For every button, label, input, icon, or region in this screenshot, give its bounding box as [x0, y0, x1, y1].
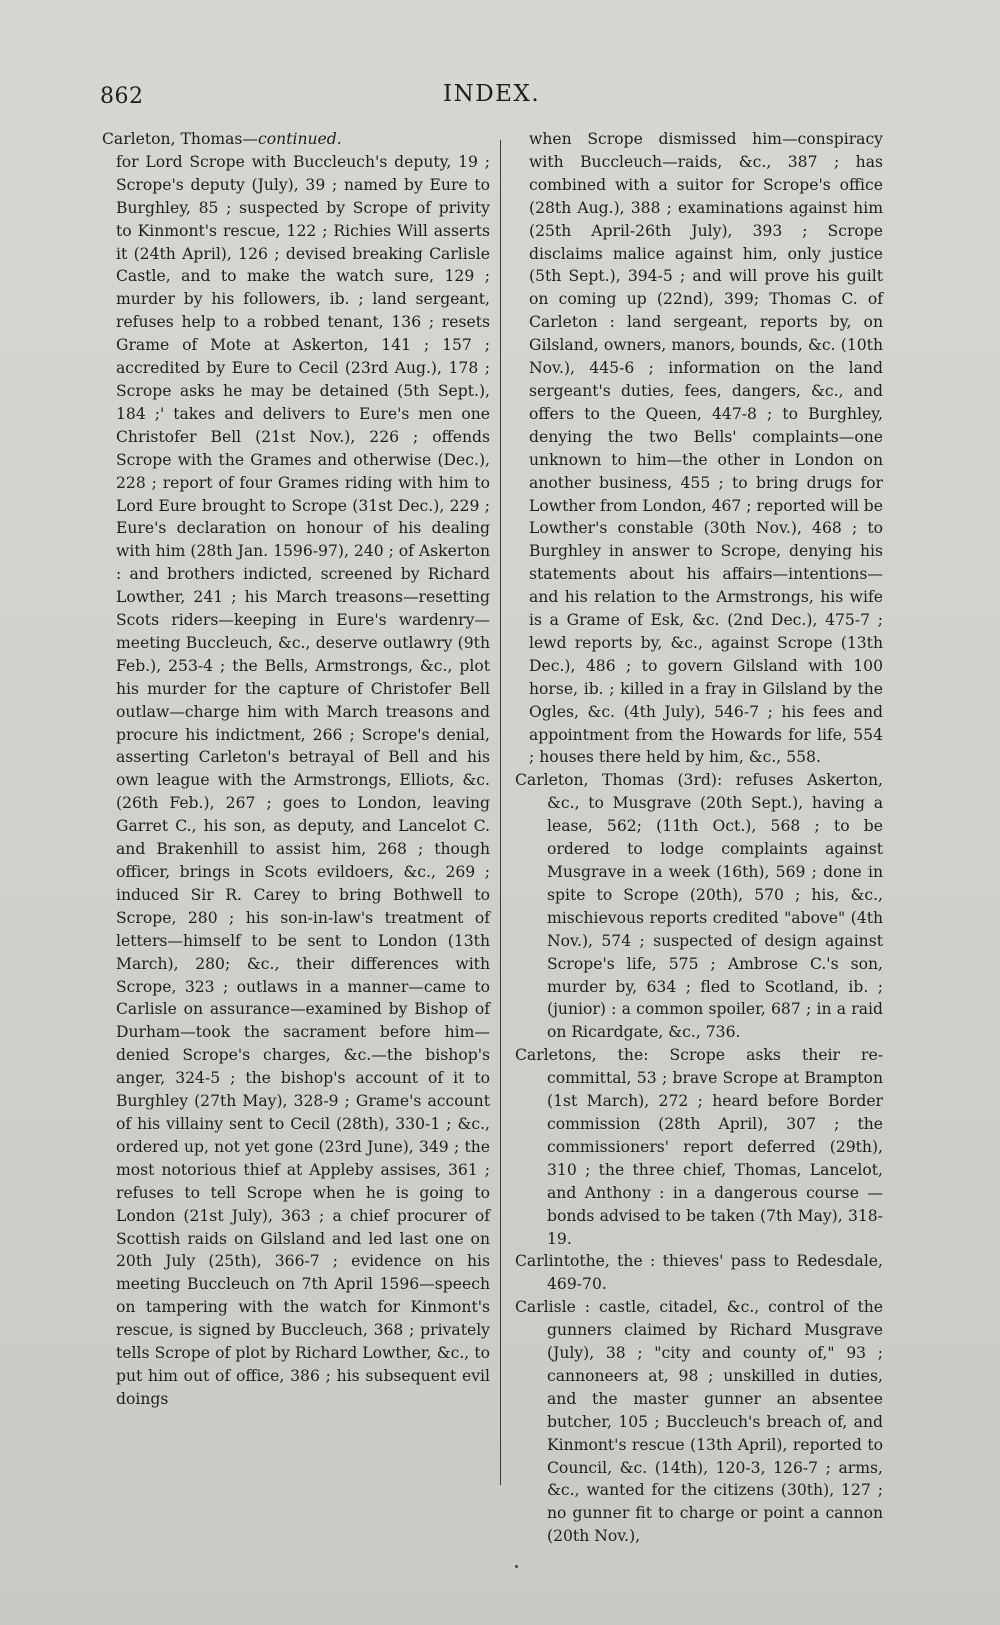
- continued-marker: continued.: [258, 130, 342, 148]
- left-column: [102, 128, 490, 1411]
- continued-heading: [102, 128, 490, 151]
- index-entry-carlintothe: Carlintothe, the : thieves' pass to Redesdale, 469-70.: [515, 1252, 883, 1294]
- continued-entry-text-right: when Scrope dismissed him—conspiracy with Buccleuch—raids, &c., 387 ; has combined with a suitor for Scrope's office (28th Aug.), 388 ; examinations against him (25th April-26th July), 393 ; Scrope disclaims malice against him, only justice (5th Sept.), 394-5 ; and will prove his guilt on coming up (22nd), 399; Thomas C. of Carleton : land sergeant, reports by, on Gilsland, owners, manors, bounds, &c. (10th Nov.), 445-6 ; information on the land sergeant's duties, fees, dangers, &c., and offers to the Queen, 447-8 ; to Burghley, denying the two Bells' complaints—one unknown to him—the other in London on another business, 455 ; to bring drugs for Lowther from London, 467 ; reported will be Lowther's constable (30th Nov.), 468 ; to Burghley in answer to Scrope, denying his statements about his affairs—intentions—and his relation to the Armstrongs, his wife is a Grame of Esk, &c. (2nd Dec.), 475-7 ; lewd reports by, &c., against Scrope (13th Dec.), 486 ; to govern Gilsland with 100 horse, ib. ; killed in a fray in Gilsland by the Ogles, &c. (4th July), 546-7 ; his fees and appointment from the Howards for life, 554 ; houses there held by him, &c., 558.: [529, 130, 883, 767]
- index-entry-carletons: Carletons, the: Scrope asks their re-committal, 53 ; brave Scrope at Brampton (1st March), 272 ; heard before Border commission (28th April), 307 ; the commissioners' report deferred (29th), 310 ; the three chief, Thomas, Lancelot, and Anthony : in a dangerous course — bonds advised to be taken (7th May), 318-19.: [515, 1046, 883, 1248]
- continued-entry-text: for Lord Scrope with Buccleuch's deputy, 19 ; Scrope's deputy (July), 39 ; named by Eure to Burghley, 85 ; suspected by Scrope of privity to Kinmont's rescue, 122 ; Richies Will asserts it (24th April), 126 ; devised breaking Carlisle Castle, and to make the watch sure, 129 ; murder by his followers, ib. ; land sergeant, refuses help to a robbed tenant, 136 ; resets Grame of Mote at Askerton, 141 ; 157 ; accredited by Eure to Cecil (23rd Aug.), 178 ; Scrope asks he may be detained (5th Sept.), 184 ;' takes and delivers to Eure's men one Christofer Bell (21st Nov.), 226 ; offends Scrope with the Grames and otherwise (Dec.), 228 ; report of four Grames riding with him to Lord Eure brought to Scrope (31st Dec.), 229 ; Eure's declaration on honour of his dealing with him (28th Jan. 1596-97), 240 ; of Askerton : and brothers indicted, screened by Richard Lowther, 241 ; his March treasons—resetting Scots riders—keeping in Eure's wardenry—meeting Buccleuch, &c., deserve outlawry (9th Feb.), 253-4 ; the Bells, Armstrongs, &c., plot his murder for the capture of Christofer Bell outlaw—charge him with March treasons and procure his indictment, 266 ; Scrope's denial, asserting Carleton's betrayal of Bell and his own league with the Armstrongs, Elliots, &c. (26th Feb.), 267 ; goes to London, leaving Garret C., his son, as deputy, and Lancelot C. and Brakenhill to assist him, 268 ; though officer, brings in Scots evildoers, &c., 269 ; induced Sir R. Carey to bring Bothwell to Scrope, 280 ; his son-in-law's treatment of letters—himself to be sent to London (13th March), 280; &c., their differences with Scrope, 323 ; outlaws in a manner—came to Carlisle on assurance—examined by Bishop of Durham—took the sacrament before him—denied Scrope's charges, &c.—the bishop's anger, 324-5 ; the bishop's account of it to Burghley (27th May), 328-9 ; Grame's account of his villainy sent to Cecil (28th), 330-1 ; &c., ordered up, not yet gone (23rd June), 349 ; the most notorious thief at Appleby assises, 361 ; refuses to tell Scrope when he is going to London (21st July), 363 ; a chief procurer of Scottish raids on Gilsland and led last one on 20th July (25th), 366-7 ; evidence on his meeting Buccleuch on 7th April 1596—speech on tampering with the watch for Kinmont's rescue, is signed by Buccleuch, 368 ; privately tells Scrope of plot by Richard Lowther, &c., to put him out of office, 386 ; his subsequent evil doings: [116, 152, 491, 1408]
- running-head: INDEX.: [443, 81, 541, 107]
- right-column: [515, 128, 883, 1548]
- continued-heading-name: Carleton, Thomas—: [102, 130, 259, 148]
- index-entry-carlisle: Carlisle : castle, citadel, &c., control of the gunners claimed by Richard Musgrave (July), 38 ; "city and county of," 93 ; cannoneers at, 98 ; unskilled in duties, and the master gunner an absentee butcher, 105 ; Buccleuch's breach of, and Kinmont's rescue (13th April), reported to Council, &c. (14th), 120-3, 126-7 ; arms, &c., wanted for the citizens (30th), 127 ; no gunner fit to charge or point a cannon (20th Nov.),: [515, 1298, 883, 1546]
- page-number: 862: [100, 84, 144, 109]
- index-entry-carleton-thomas-3rd: Carleton, Thomas (3rd): refuses Askerton, &c., to Musgrave (20th Sept.), having a lease, 562; (11th Oct.), 568 ; to be ordered to lodge complaints against Musgrave in a week (16th), 569 ; done in spite to Scrope (20th), 570 ; his, &c., mischievous reports credited "above" (4th Nov.), 574 ; suspected of design against Scrope's life, 575 ; Ambrose C.'s son, murder by, 634 ; fled to Scotland, ib. ; (junior) : a common spoiler, 687 ; in a raid on Ricardgate, &c., 736.: [515, 771, 883, 1042]
- printer-mark: [515, 1565, 518, 1568]
- column-divider: [500, 140, 501, 1485]
